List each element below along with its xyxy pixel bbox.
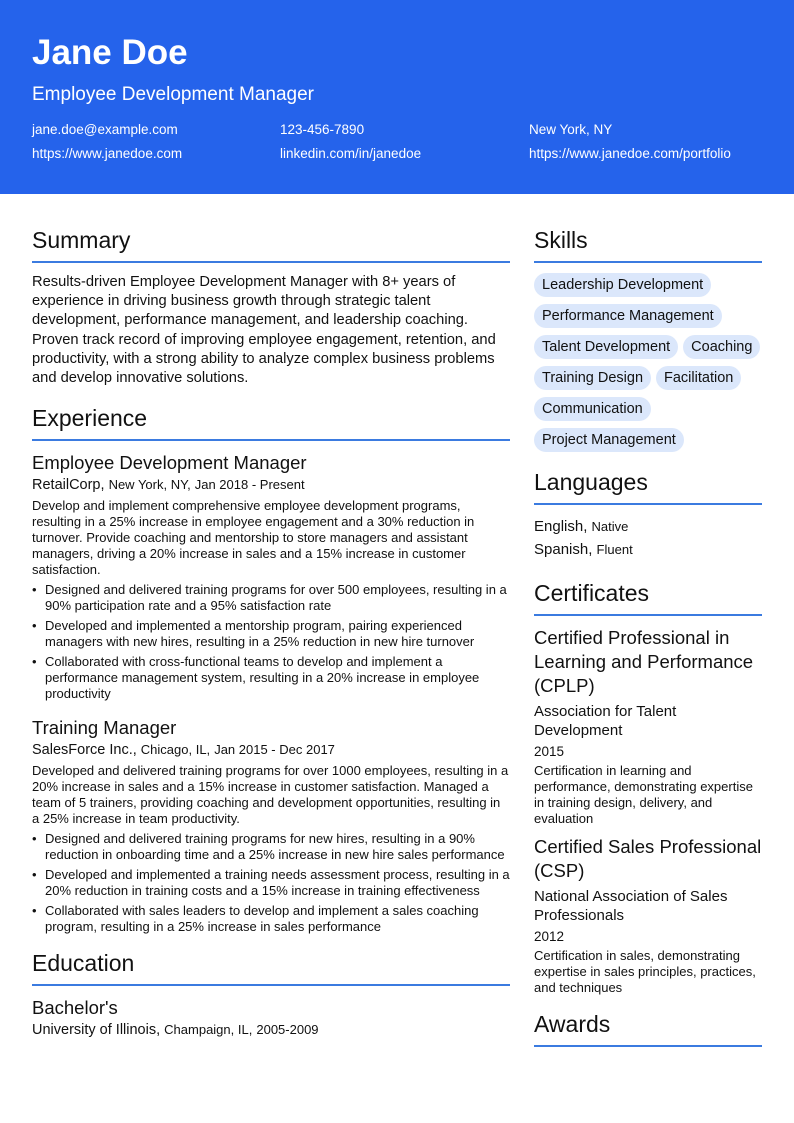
certificate-name: Certified Sales Professional (CSP) — [534, 836, 762, 881]
education-degree: Bachelor's — [32, 997, 118, 1019]
skills-list — [534, 273, 762, 452]
certificate-entry — [534, 835, 762, 996]
language-name: English, — [534, 518, 588, 535]
languages-heading: Languages — [534, 468, 762, 505]
certificate-issuer: National Association of Sales Professionals — [534, 888, 728, 924]
job-bullet: • Developed and implemented a mentorship program, pairing experienced managers with new hires, resulting in a 25% reduction in new hire turnover — [32, 618, 510, 650]
skill-tag: Talent Development — [534, 335, 678, 359]
summary-text: Results-driven Employee Development Manager with 8+ years of experience in driving business growth through strategic talent development, performance management, and leadership coaching. Proven track record of improving employee engagement, retention, and productivity, with a strong ability to analyze complex business problems and develop innovative solutions. — [32, 274, 496, 387]
phone-number: 123-456-7890 — [280, 122, 365, 137]
job-dates: Jan 2018 - Present — [194, 477, 305, 493]
job-bullet: • Designed and delivered training programs for over 500 employees, resulting in a 90% participation rate and a 95% satisfaction rate — [32, 582, 510, 614]
website-link[interactable]: https://www.janedoe.com — [32, 146, 183, 161]
experience-heading: Experience — [32, 404, 510, 441]
language-name: Spanish, — [534, 541, 593, 558]
job-description: Developed and delivered training programs for over 1000 employees, resulting in a 20% increase in sales and a 15% increase in customer satisfaction. Managed a team of 5 trainers, providing coaching and development opportunities, resulting in a 25% increase in team productivity. — [32, 763, 509, 827]
job-dates: Jan 2015 - Dec 2017 — [214, 742, 335, 758]
job-bullet: • Designed and delivered training programs for new hires, resulting in a 90% reduction in onboarding time and a 25% increase in new hire sales performance — [32, 831, 510, 863]
language-level: Fluent — [596, 542, 633, 557]
resume-header — [0, 0, 794, 194]
certificate-name: Certified Professional in Learning and Performance (CPLP) — [534, 627, 754, 696]
languages-list — [534, 515, 762, 561]
skill-tag: Leadership Development — [534, 273, 711, 297]
language-item — [534, 538, 762, 561]
job-bullets — [32, 582, 510, 702]
certificate-year: 2015 — [534, 744, 565, 759]
job-description: Develop and implement comprehensive employee development programs, resulting in a 25% increase in employee engagement and a 30% reduction in turnover. Provide coaching and mentorship to store managers and assistant managers, driving a 20% increase in sales and a 15% increase in customer satisfaction. — [32, 498, 475, 578]
certificate-entry — [534, 626, 762, 827]
job-bullets — [32, 831, 510, 935]
portfolio-link[interactable]: https://www.janedoe.com/portfolio — [529, 146, 731, 161]
certificate-year: 2012 — [534, 929, 565, 944]
job-title: Training Manager — [32, 717, 177, 739]
language-item — [534, 515, 762, 538]
summary-heading: Summary — [32, 226, 510, 263]
candidate-title: Employee Development Manager — [32, 84, 314, 105]
education-dates: 2005-2009 — [256, 1022, 319, 1038]
main-column — [32, 226, 510, 1040]
job-location: Chicago, IL, — [140, 742, 211, 758]
location-text: New York, NY — [529, 122, 613, 137]
skill-tag: Training Design — [534, 366, 651, 390]
email-link[interactable]: jane.doe@example.com — [32, 122, 178, 137]
education-school: University of Illinois, — [32, 1022, 161, 1039]
job-bullet: • Collaborated with sales leaders to develop and implement a sales coaching program, resulting in a 25% increase in sales performance — [32, 903, 510, 935]
job-location: New York, NY, — [108, 477, 191, 493]
job-bullet: • Collaborated with cross-functional teams to develop and implement a performance management system, resulting in a 20% increase in employee productivity — [32, 654, 510, 702]
education-meta — [32, 1020, 510, 1040]
education-heading: Education — [32, 949, 510, 986]
education-location: Champaign, IL, — [164, 1022, 253, 1038]
skill-tag: Facilitation — [656, 366, 741, 390]
candidate-name: Jane Doe — [32, 33, 188, 72]
certificate-issuer: Association for Talent Development — [534, 703, 677, 739]
side-column — [534, 226, 762, 1057]
awards-heading: Awards — [534, 1010, 762, 1047]
job-meta — [32, 475, 510, 495]
job-entry — [32, 716, 510, 935]
skills-heading: Skills — [534, 226, 762, 263]
job-company: RetailCorp, — [32, 477, 105, 494]
skill-tag: Project Management — [534, 428, 684, 452]
job-company: SalesForce Inc., — [32, 742, 137, 759]
certificate-description: Certification in learning and performance, demonstrating expertise in training design, delivery, and evaluation — [534, 763, 753, 826]
certificate-description: Certification in sales, demonstrating expertise in sales principles, practices, and techniques — [534, 948, 756, 995]
job-meta — [32, 740, 510, 760]
job-bullet: • Developed and implemented a training needs assessment process, resulting in a 20% reduction in training costs and a 15% increase in training effectiveness — [32, 867, 510, 899]
skill-tag: Performance Management — [534, 304, 722, 328]
certificates-heading: Certificates — [534, 579, 762, 616]
language-level: Native — [591, 519, 629, 534]
linkedin-link[interactable]: linkedin.com/in/janedoe — [280, 146, 422, 161]
skill-tag: Coaching — [683, 335, 760, 359]
job-entry — [32, 451, 510, 702]
job-title: Employee Development Manager — [32, 452, 307, 474]
skill-tag: Communication — [534, 397, 651, 421]
